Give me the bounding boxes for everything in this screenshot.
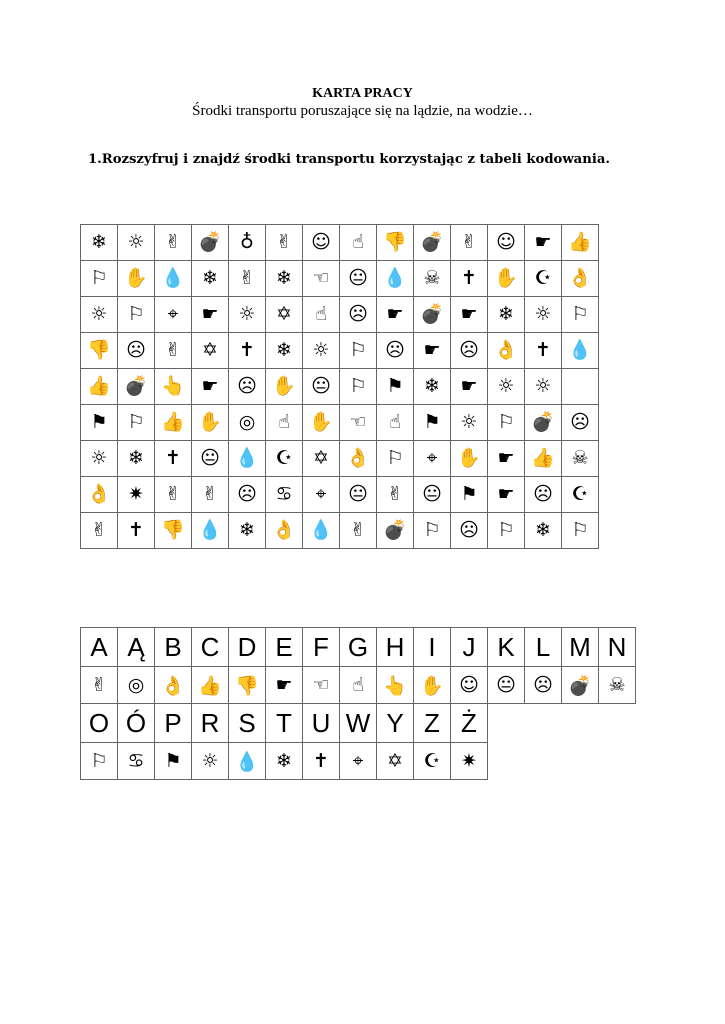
cipher-cell: ☹ [229, 369, 266, 405]
key-letter: F [303, 628, 340, 667]
cipher-cell: ☼ [303, 333, 340, 369]
empty-cell [599, 743, 636, 780]
cipher-cell: 👍 [562, 225, 599, 261]
key-symbol: 💣 [562, 667, 599, 704]
cipher-cell: ☠ [414, 261, 451, 297]
key-symbol: ☪ [414, 743, 451, 780]
cipher-cell: ❄ [525, 513, 562, 549]
cipher-cell: ☛ [451, 297, 488, 333]
key-letter: K [488, 628, 525, 667]
cipher-cell: ❄ [81, 225, 118, 261]
cipher-cell: ✡ [266, 297, 303, 333]
cipher-cell: ☹ [451, 333, 488, 369]
cipher-cell: ⌖ [303, 477, 340, 513]
cipher-cell: ☛ [192, 369, 229, 405]
cipher-cell: 💣 [118, 369, 155, 405]
cipher-cell: ✡ [303, 441, 340, 477]
cipher-cell: ☜ [340, 405, 377, 441]
cipher-cell: ☪ [266, 441, 303, 477]
cipher-cell: ☹ [229, 477, 266, 513]
cipher-cell: ☼ [81, 297, 118, 333]
empty-cell [562, 743, 599, 780]
key-letter: Ó [118, 704, 155, 743]
cipher-cell [562, 369, 599, 405]
cipher-cell: ✋ [118, 261, 155, 297]
cipher-cell: ☛ [488, 441, 525, 477]
key-symbol: ⚑ [155, 743, 192, 780]
key-symbol: 😐 [488, 667, 525, 704]
key-letter: D [229, 628, 266, 667]
cipher-cell: ☪ [562, 477, 599, 513]
cipher-row [81, 441, 599, 477]
cipher-cell: ✝ [451, 261, 488, 297]
key-letter: G [340, 628, 377, 667]
cipher-cell: ◎ [229, 405, 266, 441]
cipher-row [81, 333, 599, 369]
cipher-cell: ⚑ [81, 405, 118, 441]
key-letter: R [192, 704, 229, 743]
cipher-cell: ✌ [229, 261, 266, 297]
cipher-cell: ♁ [229, 225, 266, 261]
key-letter: O [81, 704, 118, 743]
cipher-cell: 👌 [562, 261, 599, 297]
cipher-cell: ☠ [562, 441, 599, 477]
cipher-cell: ⚐ [118, 297, 155, 333]
page-title: KARTA PRACY [312, 86, 413, 101]
key-symbol: ✋ [414, 667, 451, 704]
cipher-cell: ☼ [118, 225, 155, 261]
cipher-cell: ✌ [155, 225, 192, 261]
cipher-cell: ⚐ [562, 513, 599, 549]
cipher-cell: ⚐ [377, 441, 414, 477]
cipher-cell: ☛ [525, 225, 562, 261]
key-symbol: ☹ [525, 667, 562, 704]
key-symbol: 👎 [229, 667, 266, 704]
cipher-cell: ❄ [266, 333, 303, 369]
cipher-cell: ✋ [266, 369, 303, 405]
cipher-cell: 💧 [377, 261, 414, 297]
cipher-cell: ⚐ [340, 369, 377, 405]
key-symbol: ☼ [192, 743, 229, 780]
key-symbol: 👍 [192, 667, 229, 704]
cipher-cell: 👌 [488, 333, 525, 369]
cipher-cell: ✌ [266, 225, 303, 261]
cipher-row [81, 369, 599, 405]
cipher-cell: 👎 [155, 513, 192, 549]
key-letters-row-2 [81, 704, 636, 743]
key-symbol: ☝ [340, 667, 377, 704]
key-symbol: ♋ [118, 743, 155, 780]
key-symbol: ✝ [303, 743, 340, 780]
cipher-cell: 💣 [192, 225, 229, 261]
cipher-cell: ☼ [525, 297, 562, 333]
cipher-cell: ✋ [192, 405, 229, 441]
cipher-row [81, 261, 599, 297]
cipher-cell: 😐 [340, 261, 377, 297]
cipher-cell: 😐 [414, 477, 451, 513]
key-letter: Y [377, 704, 414, 743]
cipher-cell: 😐 [340, 477, 377, 513]
cipher-cell: ⚑ [451, 477, 488, 513]
cipher-cell: ⚐ [488, 405, 525, 441]
cipher-cell: ❄ [229, 513, 266, 549]
key-letter: T [266, 704, 303, 743]
key-symbol: ☺ [451, 667, 488, 704]
cipher-cell: ☝ [303, 297, 340, 333]
cipher-cell: ☛ [451, 369, 488, 405]
key-letter: L [525, 628, 562, 667]
cipher-cell: ⚐ [340, 333, 377, 369]
cipher-grid [80, 224, 599, 549]
cipher-cell: ✡ [192, 333, 229, 369]
cipher-cell: ☹ [340, 297, 377, 333]
cipher-cell: 😐 [192, 441, 229, 477]
cipher-cell: ☛ [488, 477, 525, 513]
cipher-cell: ✌ [377, 477, 414, 513]
cipher-cell: ✝ [525, 333, 562, 369]
cipher-cell: 👎 [81, 333, 118, 369]
key-symbol: ☠ [599, 667, 636, 704]
cipher-cell: 💧 [562, 333, 599, 369]
cipher-cell: ☝ [266, 405, 303, 441]
cipher-cell: 💣 [377, 513, 414, 549]
empty-cell [599, 704, 636, 743]
cipher-cell: ❄ [488, 297, 525, 333]
cipher-cell: 💣 [414, 297, 451, 333]
cipher-cell: 👍 [525, 441, 562, 477]
key-letter: U [303, 704, 340, 743]
cipher-row [81, 297, 599, 333]
cipher-cell: ☼ [525, 369, 562, 405]
cipher-cell: ☹ [562, 405, 599, 441]
key-letter: M [562, 628, 599, 667]
cipher-cell: ☛ [192, 297, 229, 333]
cipher-cell: 👎 [377, 225, 414, 261]
key-letter: W [340, 704, 377, 743]
cipher-cell: 💧 [155, 261, 192, 297]
cipher-cell: ☹ [118, 333, 155, 369]
cipher-cell: 💣 [414, 225, 451, 261]
cipher-row [81, 405, 599, 441]
key-letter: C [192, 628, 229, 667]
cipher-cell: ✋ [451, 441, 488, 477]
cipher-cell: ☼ [488, 369, 525, 405]
key-symbol: 👆 [377, 667, 414, 704]
cipher-cell: ⌖ [414, 441, 451, 477]
key-symbol: ⚐ [81, 743, 118, 780]
key-letter: Ż [451, 704, 488, 743]
cipher-cell: 😐 [303, 369, 340, 405]
cipher-cell: 👌 [340, 441, 377, 477]
cipher-cell: ☝ [377, 405, 414, 441]
empty-cell [488, 704, 525, 743]
key-symbol: ☛ [266, 667, 303, 704]
key-symbol: ◎ [118, 667, 155, 704]
key-letter: H [377, 628, 414, 667]
cipher-cell: ☹ [451, 513, 488, 549]
coding-key-table [80, 627, 636, 780]
cipher-cell: ✷ [118, 477, 155, 513]
cipher-cell: ❄ [266, 261, 303, 297]
cipher-cell: ☜ [303, 261, 340, 297]
cipher-cell: ☼ [229, 297, 266, 333]
key-letter: J [451, 628, 488, 667]
cipher-cell: ☝ [340, 225, 377, 261]
key-symbol: 💧 [229, 743, 266, 780]
cipher-cell: ⚐ [488, 513, 525, 549]
cipher-cell: 💧 [229, 441, 266, 477]
key-letter: P [155, 704, 192, 743]
cipher-cell: ⚑ [414, 405, 451, 441]
cipher-cell: ☼ [81, 441, 118, 477]
cipher-cell: ⚐ [118, 405, 155, 441]
cipher-cell: ♋ [266, 477, 303, 513]
key-symbol: ⌖ [340, 743, 377, 780]
cipher-cell: ☺ [488, 225, 525, 261]
cipher-row [81, 513, 599, 549]
key-letter: Ą [118, 628, 155, 667]
cipher-cell: ☹ [377, 333, 414, 369]
cipher-cell: 👌 [266, 513, 303, 549]
key-letter: I [414, 628, 451, 667]
key-letters-row-1 [81, 628, 636, 667]
cipher-cell: ☼ [451, 405, 488, 441]
cipher-cell: ✌ [340, 513, 377, 549]
cipher-cell: 👍 [155, 405, 192, 441]
cipher-cell: ✌ [155, 477, 192, 513]
cipher-cell: ❄ [118, 441, 155, 477]
cipher-cell: ⚐ [414, 513, 451, 549]
cipher-cell: ✌ [81, 513, 118, 549]
cipher-cell: ☪ [525, 261, 562, 297]
cipher-cell: ⚐ [562, 297, 599, 333]
key-letter: E [266, 628, 303, 667]
cipher-cell: 💧 [303, 513, 340, 549]
key-letter: A [81, 628, 118, 667]
cipher-cell: ⚑ [377, 369, 414, 405]
cipher-cell: ✝ [118, 513, 155, 549]
cipher-cell: 💧 [192, 513, 229, 549]
cipher-cell: 👆 [155, 369, 192, 405]
cipher-cell: ⌖ [155, 297, 192, 333]
cipher-row [81, 477, 599, 513]
key-letter: S [229, 704, 266, 743]
empty-cell [525, 743, 562, 780]
page-subtitle: Środki transportu poruszające się na lądzie, na wodzie… [192, 103, 533, 119]
key-symbol: 👌 [155, 667, 192, 704]
cipher-cell: ✌ [155, 333, 192, 369]
cipher-cell: ✌ [192, 477, 229, 513]
cipher-row [81, 225, 599, 261]
key-symbols-row-1 [81, 667, 636, 704]
cipher-cell: ✋ [303, 405, 340, 441]
cipher-cell: ❄ [192, 261, 229, 297]
cipher-cell: ❄ [414, 369, 451, 405]
key-symbol: ✌ [81, 667, 118, 704]
key-letter: N [599, 628, 636, 667]
cipher-cell: ☺ [303, 225, 340, 261]
empty-cell [562, 704, 599, 743]
key-letter: B [155, 628, 192, 667]
key-symbol: ☜ [303, 667, 340, 704]
cipher-cell: 👌 [81, 477, 118, 513]
key-symbol: ✡ [377, 743, 414, 780]
key-symbol: ✷ [451, 743, 488, 780]
key-symbol: ❄ [266, 743, 303, 780]
empty-cell [525, 704, 562, 743]
key-letter: Z [414, 704, 451, 743]
cipher-cell: ⚐ [81, 261, 118, 297]
cipher-cell: 👍 [81, 369, 118, 405]
empty-cell [488, 743, 525, 780]
cipher-cell: ✌ [451, 225, 488, 261]
cipher-cell: 💣 [525, 405, 562, 441]
cipher-cell: ☛ [377, 297, 414, 333]
cipher-cell: ✋ [488, 261, 525, 297]
task-instruction: 1.Rozszyfruj i znajdź środki transportu korzystając z tabeli kodowania. [88, 152, 610, 167]
key-symbols-row-2 [81, 743, 636, 780]
cipher-cell: ☛ [414, 333, 451, 369]
cipher-cell: ✝ [155, 441, 192, 477]
cipher-cell: ✝ [229, 333, 266, 369]
cipher-cell: ☹ [525, 477, 562, 513]
